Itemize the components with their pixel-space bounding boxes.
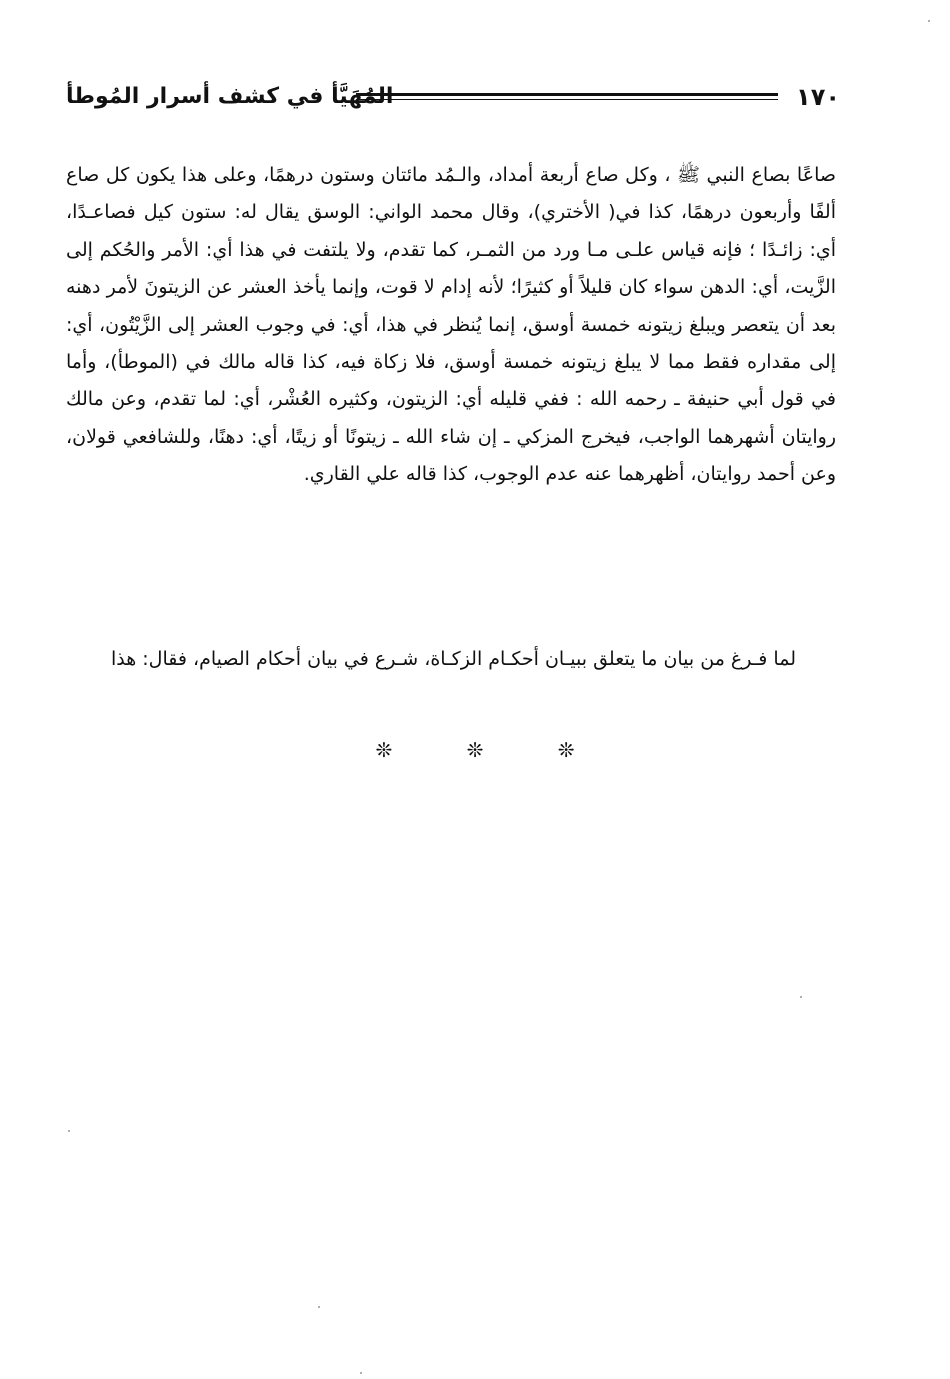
section-divider (0, 738, 950, 762)
scan-speck (360, 1372, 362, 1374)
asterism-icon: ❊ (557, 738, 575, 762)
asterism-icon: ❊ (375, 738, 393, 762)
scan-speck (800, 996, 802, 998)
running-title: المُهَيَّأ في كشف أسرار المُوطأ (66, 84, 394, 109)
page-number: ١٧٠ (796, 83, 840, 111)
asterism-icon: ❊ (466, 738, 484, 762)
closing-paragraph: لما فـرغ من بيان ما يتعلق ببيـان أحكـام الزكـاة، شـرع في بيان أحكام الصيام، فقال: هذا (110, 648, 796, 670)
scan-speck (68, 1130, 70, 1132)
page-header (66, 82, 840, 112)
header-rule-thin (356, 99, 778, 100)
paragraph-text: صاعًا بصاع النبي ﷺ ، وكل صاع أربعة أمداد، والـمُد مائتان وستون درهمًا، وعلى هذا يكون كل صاع ألفًا وأربعون درهمًا، كذا في( الأختري)، وقال محمد الواني: الوسق يقال له: ستون كيل فصاعـدًا، أي: زائـدًا ؛ فإنه قياس علـى مـا ورد من الثمـر، كما تقدم، ولا يلتفت في هذا أي: الأمر والحُكم إلى الزَّيت، أي: الدهن سواء كان قليلاً أو كثيرًا؛ لأنه إدام لا قوت، وإنما يأخذ العشر عن الزيتونَ لأمر دهنه بعد أن يتعصر ويبلغ زيتونه خمسة أوسق، إنما يُنظر في هذا، أي: في وجوب العشر إلى الزَّيْتُون، أي: إلى مقداره فقط مما لا يبلغ زيتونه خمسة أوسق، فلا زكاة فيه، كذا قاله مالك في (الموطأ)، وأما في قول أبي حنيفة ـ رحمه الله : ففي قليله أي: الزيتون، وكثيره العُشْر، أي: لما تقدم، وعن مالك روايتان أشهرهما الواجب، فيخرج المزكي ـ إن شاء الله ـ زيتونًا أو زيتًا، أي: دهنًا، وللشافعي قولان، وعن أحمد روايتان، أظهرهما عنه عدم الوجوب، كذا قاله علي القاري. (66, 164, 836, 486)
scan-speck (318, 1306, 320, 1308)
main-paragraph (66, 157, 836, 494)
header-rule (356, 93, 778, 96)
scan-speck (928, 20, 930, 22)
